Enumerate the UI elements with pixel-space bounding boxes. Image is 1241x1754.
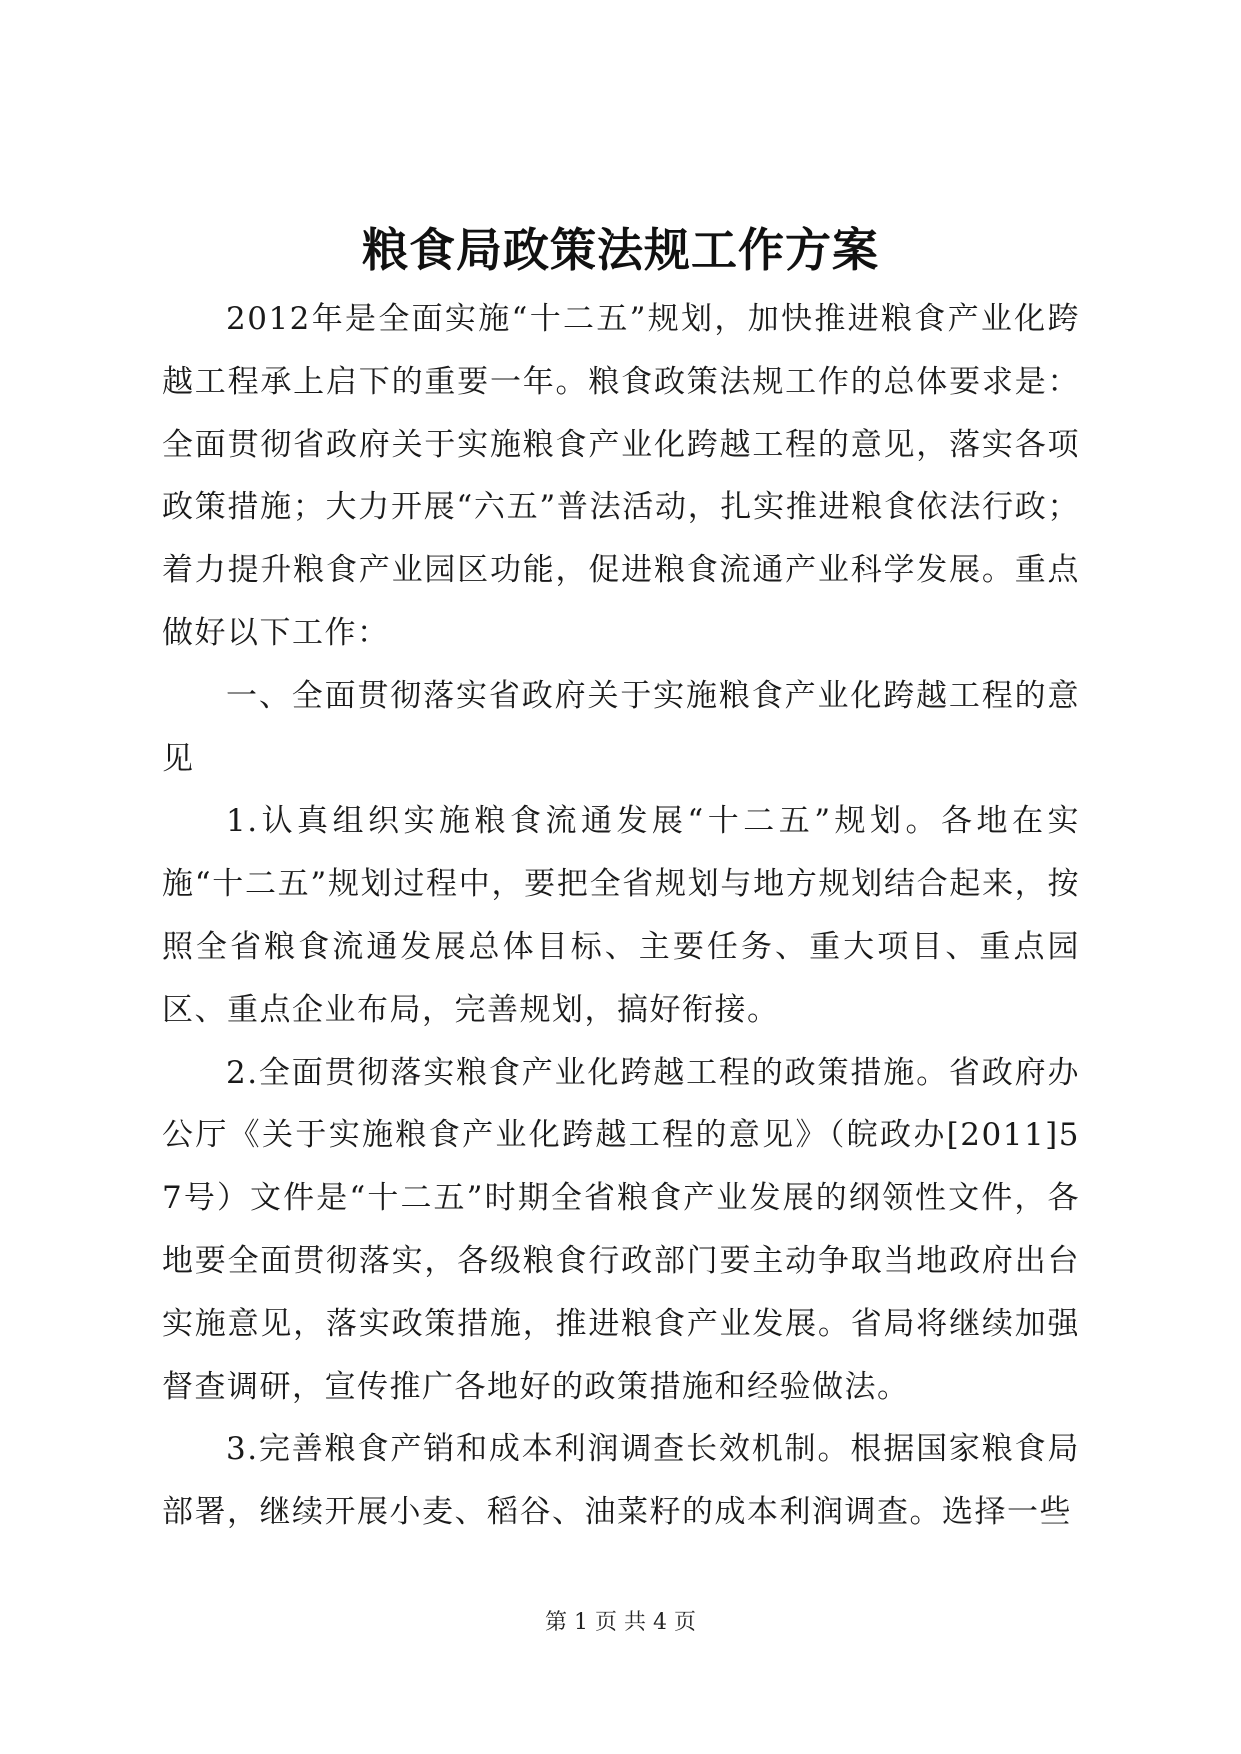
paragraph-intro: 2012年是全面实施“十二五”规划，加快推进粮食产业化跨越工程承上启下的重要一年。粮食政策法规工作的总体要求是：全面贯彻省政府关于实施粮食产业化跨越工程的意见，落实各项政策措施；大力开展“六五”普法活动，扎实推进粮食依法行政；着力提升粮食产业园区功能，促进粮食流通产业科学发展。重点做好以下工作： xyxy=(162,301,1080,651)
section-heading-1: 一、全面贯彻落实省政府关于实施粮食产业化跨越工程的意见 xyxy=(162,677,1080,777)
paragraph-item-1: 1.认真组织实施粮食流通发展“十二五”规划。各地在实施“十二五”规划过程中，要把全省规划与地方规划结合起来，按照全省粮食流通发展总体目标、主要任务、重大项目、重点园区、重点企业布局，完善规划，搞好衔接。 xyxy=(162,803,1080,1028)
paragraph-item-3: 3.完善粮食产销和成本利润调查长效机制。根据国家粮食局部署，继续开展小麦、稻谷、油菜籽的成本利润调查。选择一些 xyxy=(162,1431,1080,1531)
page-footer: 第 1 页 共 4 页 xyxy=(545,1610,696,1635)
paragraph-item-2: 2.全面贯彻落实粮食产业化跨越工程的政策措施。省政府办公厅《关于实施粮食产业化跨越工程的意见》（皖政办[2011]57号）文件是“十二五”时期全省粮食产业发展的纲领性文件，各地要全面贯彻落实，各级粮食行政部门要主动争取当地政府出台实施意见，落实政策措施，推进粮食产业发展。省局将继续加强督查调研，宣传推广各地好的政策措施和经验做法。 xyxy=(162,1054,1080,1405)
document-body xyxy=(162,288,1080,1544)
document-title: 粮食局政策法规工作方案 xyxy=(362,223,879,277)
